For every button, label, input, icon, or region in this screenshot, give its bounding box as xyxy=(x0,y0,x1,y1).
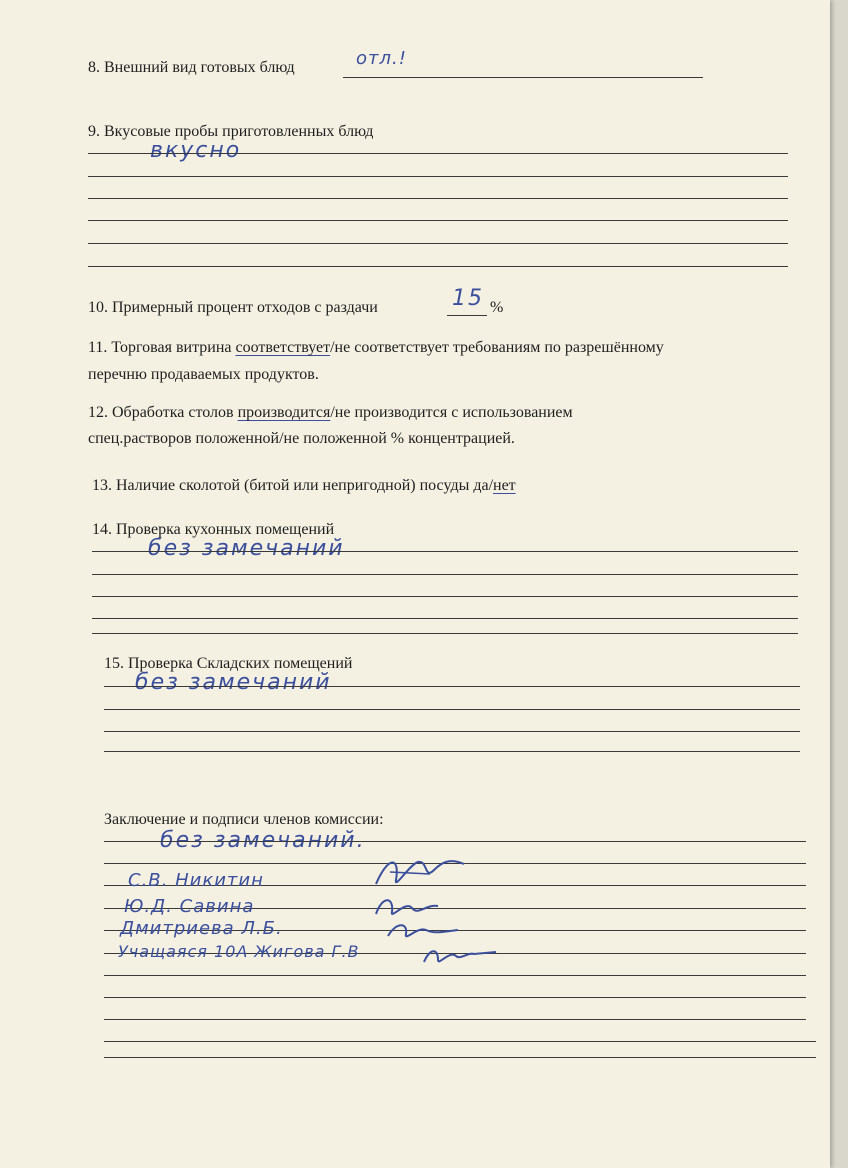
member-name: С.В. Никитин xyxy=(128,870,264,891)
signature-4 xyxy=(420,942,500,968)
item-11-prefix: 11. Торговая витрина xyxy=(88,339,236,356)
item-9-label: 9. Вкусовые пробы приготовленных блюд xyxy=(88,123,374,140)
member-name: Учащаяся 10А Жигова Г.В xyxy=(118,942,360,961)
item-15-label: 15. Проверка Складских помещений xyxy=(104,655,353,672)
signature-3 xyxy=(384,916,464,944)
conclusion-line-10 xyxy=(104,1041,816,1042)
item-14-line-2 xyxy=(92,574,798,575)
item-13-line xyxy=(92,478,516,494)
item-8-answer-line xyxy=(343,77,703,78)
item-9-line-6 xyxy=(88,266,788,267)
conclusion-label: Заключение и подписи членов комиссии: xyxy=(104,811,384,828)
item-14-line-5 xyxy=(92,633,798,634)
item-14-label: 14. Проверка кухонных помещений xyxy=(92,521,335,538)
item-13-label: 13. Наличие сколотой (битой или непригодной) посуды да/ xyxy=(92,477,494,494)
item-15-line-2 xyxy=(104,709,800,710)
item-10-answer-line xyxy=(447,315,487,316)
member-name: Ю.Д. Савина xyxy=(124,896,255,917)
signature-1 xyxy=(370,850,470,892)
item-15-line-3 xyxy=(104,731,800,732)
item-9-line-1 xyxy=(88,153,788,154)
item-12-line-2: спец.растворов положенной/не положенной % концентрацией. xyxy=(88,430,515,447)
item-11-selected-option: соответствует xyxy=(235,339,331,356)
item-15-line-4 xyxy=(104,751,800,752)
item-14-line-1 xyxy=(92,551,798,552)
conclusion-answer: без замечаний. xyxy=(160,828,366,853)
item-8-answer: отл.! xyxy=(356,48,407,69)
item-12-selected-option: производится xyxy=(237,404,331,421)
item-15-line-1 xyxy=(104,686,800,687)
item-14-line-4 xyxy=(92,618,798,619)
item-9-line-2 xyxy=(88,176,788,177)
item-9-answer: вкусно xyxy=(150,138,242,163)
item-10-answer: 15 xyxy=(452,286,484,311)
item-12-rest: /не производится с использованием xyxy=(330,404,573,421)
item-11-line-1 xyxy=(88,340,664,356)
item-9-line-4 xyxy=(88,220,788,221)
member-name: Дмитриева Л.Б. xyxy=(120,918,283,939)
item-11-rest: /не соответствует требованиям по разрешённому xyxy=(330,339,664,356)
item-15-answer: без замечаний xyxy=(135,670,332,695)
item-12-line-1 xyxy=(88,405,573,421)
conclusion-line-1 xyxy=(104,841,806,842)
item-13-selected-option: нет xyxy=(493,477,516,494)
item-10-label: 10. Примерный процент отходов с раздачи xyxy=(88,299,378,316)
item-14-line-3 xyxy=(92,596,798,597)
conclusion-line-7 xyxy=(104,975,806,976)
item-12-prefix: 12. Обработка столов xyxy=(88,404,238,421)
item-10-suffix: % xyxy=(490,299,504,316)
item-8-label: 8. Внешний вид готовых блюд xyxy=(88,59,295,76)
item-9-line-3 xyxy=(88,198,788,199)
conclusion-line-9 xyxy=(104,1019,806,1020)
conclusion-line-11 xyxy=(104,1057,816,1058)
conclusion-line-8 xyxy=(104,997,806,998)
item-14-answer: без замечаний xyxy=(148,536,345,561)
item-11-line-2: перечню продаваемых продуктов. xyxy=(88,366,319,383)
item-9-line-5 xyxy=(88,243,788,244)
